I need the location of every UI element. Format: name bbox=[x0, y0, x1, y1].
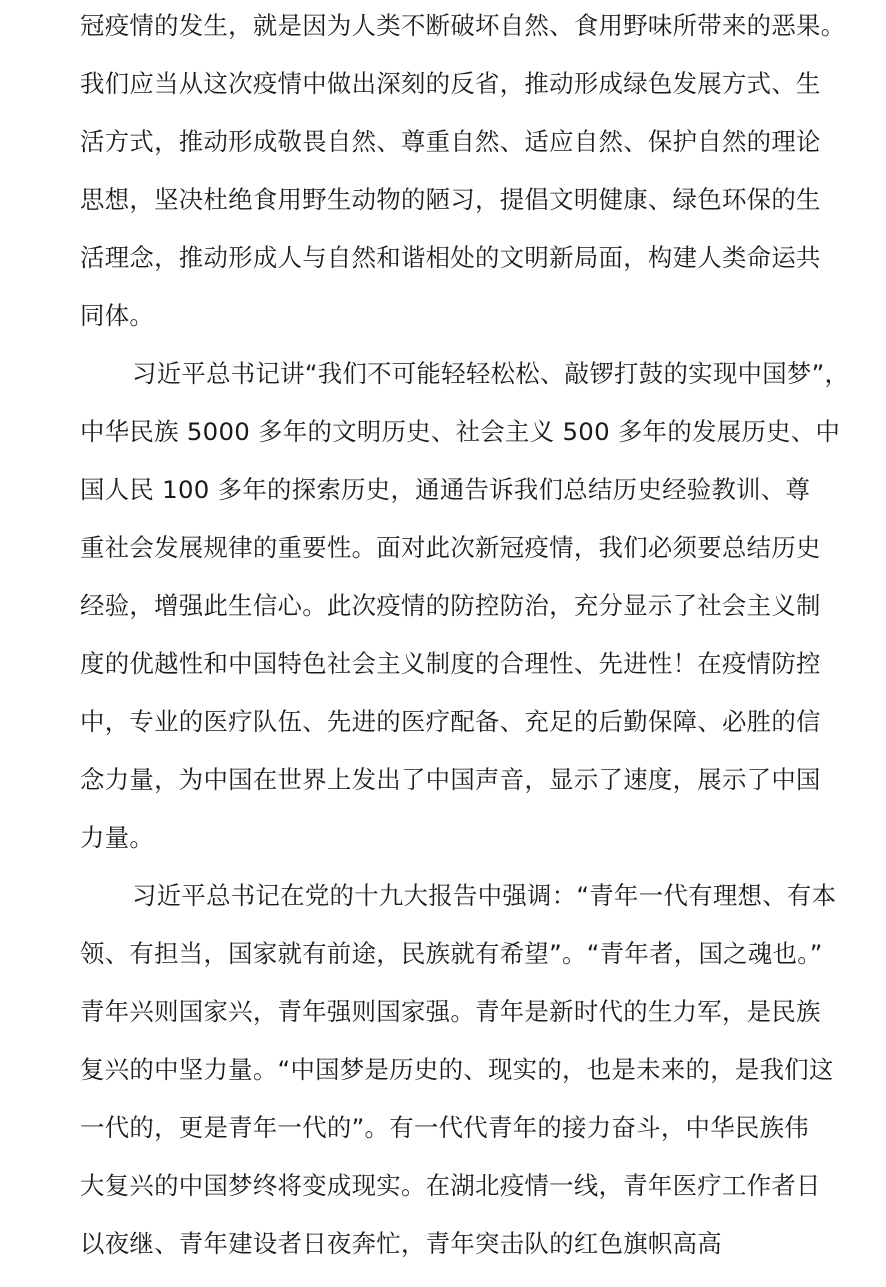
text-line: 经验，增强此生信心。此次疫情的防控防治，充分显示了社会主义制 bbox=[80, 591, 821, 620]
text-line: 活理念，推动形成人与自然和谐相处的文明新局面，构建人类命运共 bbox=[80, 243, 821, 272]
text-line: 思想，坚决杜绝食用野生动物的陋习，提倡文明健康、绿色环保的生 bbox=[80, 185, 821, 214]
text-line: 冠疫情的发生，就是因为人类不断破坏自然、食用野味所带来的恶果。 bbox=[80, 11, 846, 40]
text-line: 念力量，为中国在世界上发出了中国声音，显示了速度，展示了中国 bbox=[80, 765, 821, 794]
text-line: 领、有担当，国家就有前途，民族就有希望”。“青年者，国之魂也。” bbox=[80, 939, 823, 968]
text-line: 活方式，推动形成敬畏自然、尊重自然、适应自然、保护自然的理论 bbox=[80, 127, 821, 156]
text-line: 度的优越性和中国特色社会主义制度的合理性、先进性！在疫情防控 bbox=[80, 649, 821, 678]
text-line: 一代的，更是青年一代的”。有一代代青年的接力奋斗，中华民族伟 bbox=[80, 1113, 809, 1142]
text-line: 中华民族 5000 多年的文明历史、社会主义 500 多年的发展历史、中 bbox=[80, 417, 841, 446]
text-line: 大复兴的中国梦终将变成现实。在湖北疫情一线，青年医疗工作者日 bbox=[80, 1171, 821, 1200]
paragraph-first-line: 习近平总书记讲“我们不可能轻轻松松、敲锣打鼓的实现中国梦”， bbox=[132, 359, 850, 388]
text-line: 力量。 bbox=[80, 823, 155, 852]
text-line: 青年兴则国家兴，青年强则国家强。青年是新时代的生力军，是民族 bbox=[80, 997, 821, 1026]
text-line: 同体。 bbox=[80, 301, 155, 330]
text-line: 复兴的中坚力量。“中国梦是历史的、现实的，也是未来的，是我们这 bbox=[80, 1055, 834, 1084]
text-line: 国人民 100 多年的探索历史，通通告诉我们总结历史经验教训、尊 bbox=[80, 475, 811, 504]
text-line: 重社会发展规律的重要性。面对此次新冠疫情，我们必须要总结历史 bbox=[80, 533, 821, 562]
text-line: 我们应当从这次疫情中做出深刻的反省，推动形成绿色发展方式、生 bbox=[80, 69, 821, 98]
text-line: 以夜继、青年建设者日夜奔忙，青年突击队的红色旗帜高高 bbox=[80, 1229, 722, 1258]
paragraph-first-line: 习近平总书记在党的十九大报告中强调：“青年一代有理想、有本 bbox=[132, 881, 837, 910]
text-line: 中，专业的医疗队伍、先进的医疗配备、充足的后勤保障、必胜的信 bbox=[80, 707, 821, 736]
